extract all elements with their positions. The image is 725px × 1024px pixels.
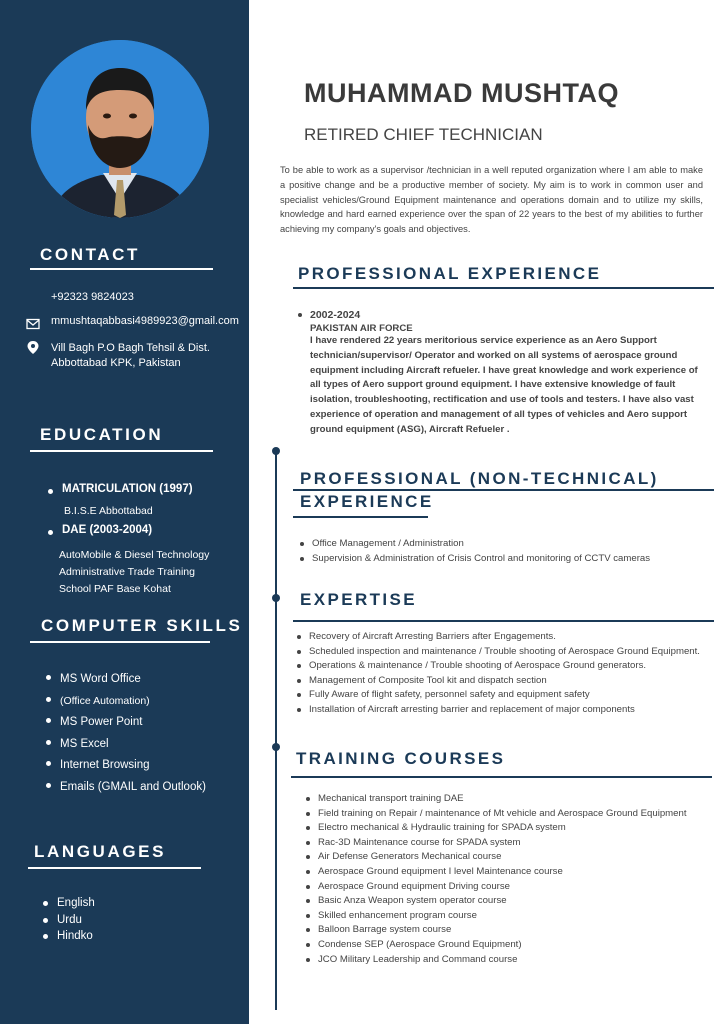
expertise-item: Operations & maintenance / Trouble shooting of Aerospace Ground generators. [295, 659, 700, 674]
expertise-item: Recovery of Aircraft Arresting Barriers after Engagements. [295, 630, 700, 645]
non-technical-heading-line-1: PROFESSIONAL (NON-TECHNICAL) [300, 469, 659, 488]
education-list [48, 524, 152, 536]
languages-list [43, 895, 95, 945]
education-details [59, 547, 209, 598]
training-item: Balloon Barrage system course [304, 923, 716, 938]
training-item: Aerospace Ground equipment Driving course [304, 880, 716, 895]
training-item: Condense SEP (Aerospace Ground Equipment) [304, 938, 716, 953]
training-item: Mechanical transport training DAE [304, 792, 716, 807]
location-pin-icon [26, 340, 40, 355]
contact-email[interactable]: mmushtaqabbasi4989923@gmail.com [51, 315, 239, 327]
address-line-2: Abbottabad KPK, Pakistan [51, 357, 181, 369]
education-item: DAE (2003-2004) [48, 524, 152, 536]
education-detail: School PAF Base Kohat [59, 583, 171, 595]
non-technical-heading [300, 469, 659, 489]
education-list [48, 483, 193, 495]
profile-photo [31, 40, 209, 218]
training-item: Field training on Repair / maintenance of Mt vehicle and Aerospace Ground Equipment [304, 807, 716, 822]
experience-entry [296, 309, 706, 438]
education-detail: Administrative Trade Training [59, 566, 195, 578]
experience-org: PAKISTAN AIR FORCE [310, 323, 413, 334]
expertise-heading: EXPERTISE [300, 590, 418, 609]
timeline-dot [272, 447, 280, 455]
contact-phone: +92323 9824023 [51, 291, 134, 303]
summary-paragraph: To be able to work as a supervisor /technician in a well reputed organization where I am able to make a positive change and be a productive member of society. My aim is to work in common user and specialist vehicles/Ground Equipment maintenance and operations domain and to utilize my skills, knowledge and hard earned experience over the span of 22 years to the best of my abilities to further achieving my company's goals and objectives. [280, 165, 703, 235]
computer-skills-heading: COMPUTER SKILLS [41, 616, 243, 635]
languages-heading: LANGUAGES [34, 842, 167, 861]
experience-heading: PROFESSIONAL EXPERIENCE [298, 264, 602, 283]
mail-icon [26, 318, 40, 330]
skill-note: (Office Automation) [60, 694, 150, 707]
candidate-title: RETIRED CHIEF TECHNICIAN [304, 125, 543, 144]
training-item: JCO Military Leadership and Command course [304, 953, 716, 968]
skill-item: MS Power Point [46, 712, 206, 734]
bullet [298, 313, 302, 317]
expertise-divider [293, 620, 714, 622]
language-item: Urdu [43, 912, 95, 929]
training-item: Aerospace Ground equipment I level Maintenance course [304, 865, 716, 880]
non-technical-item: Office Management / Administration [298, 537, 708, 552]
experience-period-row [296, 309, 706, 321]
languages-divider [28, 867, 201, 869]
contact-divider [30, 268, 213, 270]
education-detail: B.I.S.E Abbottabad [64, 505, 153, 517]
training-divider [291, 776, 712, 778]
experience-divider [293, 287, 714, 289]
expertise-item: Scheduled inspection and maintenance / Trouble shooting of Aerospace Ground Equipment. [295, 645, 700, 660]
expertise-list [295, 630, 700, 718]
language-item: Hindko [43, 928, 95, 945]
skill-note-row [46, 691, 206, 713]
non-technical-subdivider [293, 516, 428, 518]
sidebar [0, 0, 249, 1024]
expertise-item: Fully Aware of flight safety, personnel safety and equipment safety [295, 688, 700, 703]
expertise-item: Installation of Aircraft arresting barrier and replacement of major components [295, 703, 700, 718]
skill-item: MS Word Office [46, 669, 206, 691]
education-divider [30, 450, 213, 452]
education-item: MATRICULATION (1997) [48, 483, 193, 495]
computer-skills-list [46, 669, 206, 799]
experience-description: I have rendered 22 years meritorious service experience as an Aero Support technician/supervisor/ Operator and worked on all systems of aerospace ground equipment including Aircraft refueler. I have great knowledge and work experience of all types of Aero support ground equipment. I have extensive knowledge of fault isolation, troubleshooting, rectification and use of tools and testers. I have also vast experience of operation and management of all types of vehicles and Aero support ground equipment (ASG), Aircraft Refueler . [310, 335, 698, 435]
skill-item: MS Excel [46, 734, 206, 756]
candidate-name: MUHAMMAD MUSHTAQ [304, 78, 619, 108]
training-list [304, 792, 716, 967]
experience-period: 2002-2024 [310, 309, 361, 321]
non-technical-list [298, 537, 708, 566]
training-item: Skilled enhancement program course [304, 909, 716, 924]
non-technical-heading-line-2: EXPERIENCE [300, 492, 434, 511]
language-item: English [43, 895, 95, 912]
skill-item: Emails (GMAIL and Outlook) [46, 777, 206, 799]
expertise-item: Management of Composite Tool kit and dispatch section [295, 674, 700, 689]
contact-address [51, 341, 210, 371]
education-heading: EDUCATION [40, 425, 164, 444]
training-item: Basic Anza Weapon system operator course [304, 894, 716, 909]
training-item: Electro mechanical & Hydraulic training for SPADA system [304, 821, 716, 836]
skill-item: Internet Browsing [46, 755, 206, 777]
contact-heading: CONTACT [40, 245, 141, 264]
non-technical-item: Supervision & Administration of Crisis Control and monitoring of CCTV cameras [298, 552, 708, 567]
education-detail: AutoMobile & Diesel Technology [59, 549, 210, 561]
timeline-line [275, 450, 277, 1010]
computer-skills-divider [30, 641, 210, 643]
address-line-1: Vill Bagh P.O Bagh Tehsil & Dist. [51, 342, 210, 354]
training-item: Air Defense Generators Mechanical course [304, 850, 716, 865]
training-item: Rac-3D Maintenance course for SPADA system [304, 836, 716, 851]
training-heading: TRAINING COURSES [296, 749, 506, 768]
timeline-dot [272, 594, 280, 602]
timeline-dot [272, 743, 280, 751]
non-technical-divider [293, 489, 714, 491]
